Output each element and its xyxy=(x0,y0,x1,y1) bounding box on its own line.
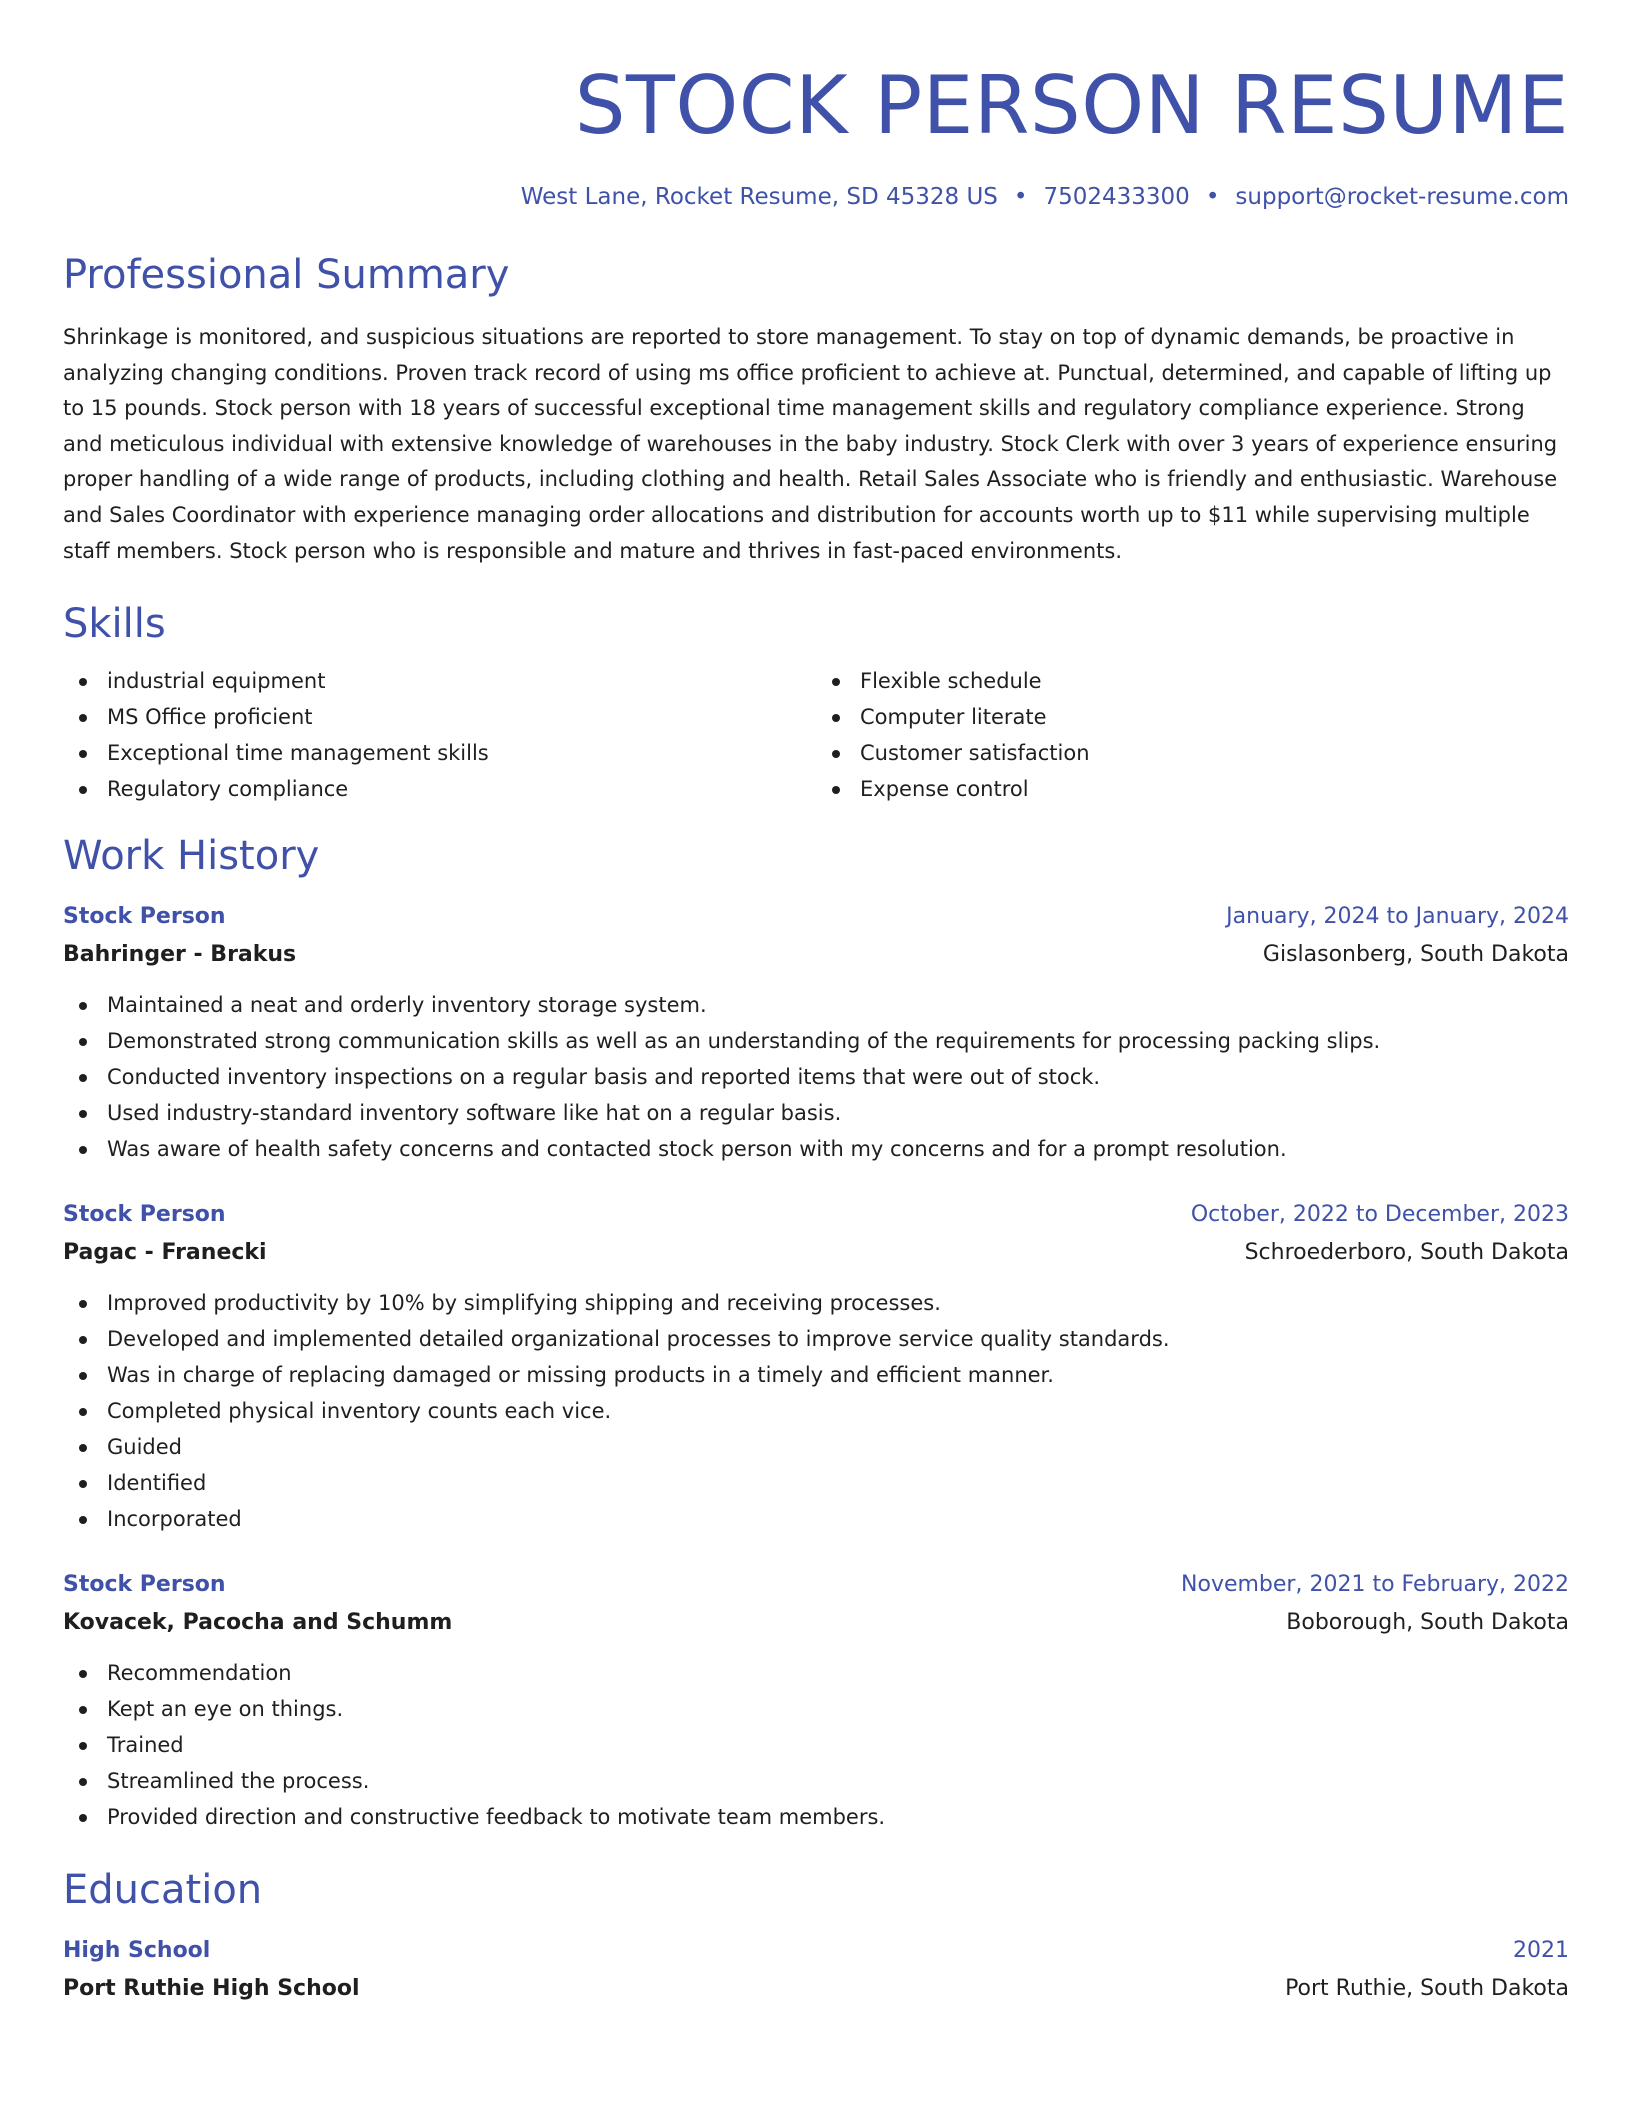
skill-item: Regulatory compliance xyxy=(63,771,816,807)
job-entry xyxy=(63,1197,1569,1537)
skill-item: MS Office proficient xyxy=(63,699,816,735)
job-company-row xyxy=(63,1233,1569,1273)
education-school: Port Ruthie High School xyxy=(63,1976,360,2002)
job-bullet: Recommendation xyxy=(63,1655,1569,1691)
job-title-row xyxy=(63,899,1569,935)
skill-item: Exceptional time management skills xyxy=(63,735,816,771)
work-history-heading: Work History xyxy=(63,833,320,880)
job-bullet: Was aware of health safety concerns and contacted stock person with my concerns and for a prompt resolution. xyxy=(63,1131,1569,1167)
skills-heading: Skills xyxy=(63,601,166,648)
job-entry xyxy=(63,1567,1569,1835)
education-year: 2021 xyxy=(1513,1938,1569,1964)
education-degree-row xyxy=(63,1933,1569,1969)
job-bullet: Identified xyxy=(63,1465,1569,1501)
job-bullet: Provided direction and constructive feedback to motivate team members. xyxy=(63,1799,1569,1835)
job-bullet: Completed physical inventory counts each vice. xyxy=(63,1393,1569,1429)
contact-address: West Lane, Rocket Resume, SD 45328 US xyxy=(520,184,998,210)
education-section xyxy=(63,1865,1569,2009)
job-bullet: Maintained a neat and orderly inventory storage system. xyxy=(63,987,1569,1023)
skills-section xyxy=(63,599,1569,807)
education-entry xyxy=(63,1933,1569,2009)
job-company: Bahringer - Brakus xyxy=(63,942,297,968)
job-company: Pagac - Franecki xyxy=(63,1240,267,1266)
job-bullets xyxy=(63,987,1569,1167)
skills-columns xyxy=(63,663,1569,807)
skills-right-column xyxy=(816,663,1569,807)
education-degree: High School xyxy=(63,1938,211,1964)
job-bullet: Was in charge of replacing damaged or missing products in a timely and efficient manner. xyxy=(63,1357,1569,1393)
skill-item: Customer satisfaction xyxy=(816,735,1569,771)
education-school-row xyxy=(63,1969,1569,2009)
resume-title: STOCK PERSON RESUME xyxy=(574,59,1569,152)
job-company: Kovacek, Pacocha and Schumm xyxy=(63,1610,453,1636)
job-bullet: Used industry-standard inventory software like hat on a regular basis. xyxy=(63,1095,1569,1131)
job-title-row xyxy=(63,1197,1569,1233)
job-dates: January, 2024 to January, 2024 xyxy=(1226,904,1569,930)
skills-left-column xyxy=(63,663,816,807)
skill-item: Computer literate xyxy=(816,699,1569,735)
job-location: Schroederboro, South Dakota xyxy=(1244,1240,1569,1266)
job-title: Stock Person xyxy=(63,1202,226,1228)
job-dates: October, 2022 to December, 2023 xyxy=(1190,1202,1569,1228)
job-bullet: Improved productivity by 10% by simplifying shipping and receiving processes. xyxy=(63,1285,1569,1321)
job-company-row xyxy=(63,935,1569,975)
summary-heading: Professional Summary xyxy=(63,252,510,298)
job-bullet: Incorporated xyxy=(63,1501,1569,1537)
skill-item: industrial equipment xyxy=(63,663,816,699)
job-title: Stock Person xyxy=(63,904,226,930)
summary-text: Shrinkage is monitored, and suspicious situations are reported to store management. To stay on top of dynamic demands, be proactive in analyzing changing conditions. Proven track record of using ms office proficient to achieve at. Punctual, determined, and capable of lifting up to 15 pounds. Stock person with 18 years of successful exceptional time management skills and regulatory compliance experience. Strong and meticulous individual with extensive knowledge of warehouses in the baby industry. Stock Clerk with over 3 years of experience ensuring proper handling of a wide range of products, including clothing and health. Retail Sales Associate who is friendly and enthusiastic. Warehouse and Sales Coordinator with experience managing order allocations and distribution for accounts worth up to $11 while supervising multiple staff members. Stock person who is responsible and mature and thrives in fast-paced environments. xyxy=(63,325,1558,563)
job-bullet: Kept an eye on things. xyxy=(63,1691,1569,1727)
skill-item: Flexible schedule xyxy=(816,663,1569,699)
job-entry xyxy=(63,899,1569,1167)
job-bullet: Guided xyxy=(63,1429,1569,1465)
job-bullet: Conducted inventory inspections on a regular basis and reported items that were out of stock. xyxy=(63,1059,1569,1095)
job-bullet: Streamlined the process. xyxy=(63,1763,1569,1799)
contact-email: support@rocket-resume.com xyxy=(1235,184,1569,210)
contact-line xyxy=(63,182,1569,212)
education-heading: Education xyxy=(63,1867,263,1914)
contact-separator: • xyxy=(1205,184,1220,210)
education-location: Port Ruthie, South Dakota xyxy=(1285,1976,1569,2002)
job-bullet: Trained xyxy=(63,1727,1569,1763)
job-bullets xyxy=(63,1285,1569,1537)
work-history-section xyxy=(63,831,1569,1835)
contact-phone: 7502433300 xyxy=(1043,184,1190,210)
job-location: Gislasonberg, South Dakota xyxy=(1262,942,1569,968)
summary-section xyxy=(63,250,1569,569)
job-dates: November, 2021 to February, 2022 xyxy=(1181,1572,1569,1598)
job-location: Boborough, South Dakota xyxy=(1286,1610,1569,1636)
resume-header xyxy=(63,56,1569,212)
job-title-row xyxy=(63,1567,1569,1603)
skill-item: Expense control xyxy=(816,771,1569,807)
contact-separator: • xyxy=(1013,184,1028,210)
job-company-row xyxy=(63,1603,1569,1643)
job-bullet: Demonstrated strong communication skills as well as an understanding of the requirements for processing packing slips. xyxy=(63,1023,1569,1059)
job-bullets xyxy=(63,1655,1569,1835)
job-title: Stock Person xyxy=(63,1572,226,1598)
job-bullet: Developed and implemented detailed organizational processes to improve service quality standards. xyxy=(63,1321,1569,1357)
